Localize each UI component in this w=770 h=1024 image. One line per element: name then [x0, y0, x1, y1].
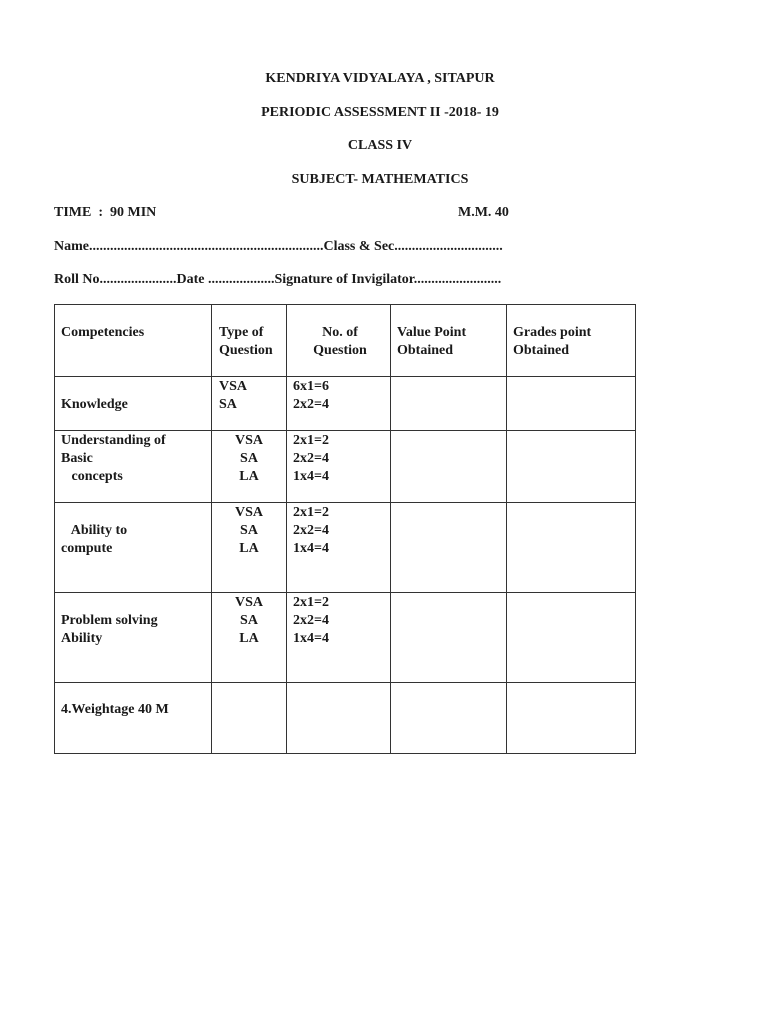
question-count-cell: 6x1=6 2x2=4	[293, 379, 329, 412]
subject-label: SUBJECT- MATHEMATICS	[291, 172, 469, 187]
grades-point-cell	[507, 683, 636, 754]
table-row	[55, 683, 636, 754]
time-label: TIME : 90 MIN	[54, 205, 157, 220]
table-header-row	[55, 305, 636, 377]
competency-cell: Problem solving Ability	[61, 613, 158, 646]
grades-point-cell	[507, 503, 636, 593]
question-type-cell: VSA SA LA	[234, 505, 263, 556]
grades-point-cell	[507, 377, 636, 431]
competency-cell: Understanding of Basic concepts	[61, 433, 166, 484]
header-no-of-question: No. of Question	[313, 325, 367, 358]
max-marks-label: M.M. 40	[458, 205, 509, 220]
value-point-cell	[391, 377, 507, 431]
header-type-of-question: Type of Question	[219, 325, 273, 358]
school-name: KENDRIYA VIDYALAYA , SITAPUR	[265, 71, 495, 86]
header-value-point: Value Point Obtained	[397, 325, 467, 358]
exam-title: PERIODIC ASSESSMENT II -2018- 19	[261, 105, 499, 120]
question-count-cell	[287, 683, 391, 754]
question-count-cell: 2x1=2 2x2=4 1x4=4	[293, 595, 329, 646]
question-type-cell: VSA SA LA	[234, 433, 263, 484]
grades-point-cell	[507, 593, 636, 683]
question-type-cell: VSA SA LA	[234, 595, 263, 646]
weightage-cell: 4.Weightage 40 M	[61, 702, 169, 717]
value-point-cell	[391, 431, 507, 503]
table-row	[55, 503, 636, 593]
table-row	[55, 377, 636, 431]
value-point-cell	[391, 503, 507, 593]
question-count-cell: 2x1=2 2x2=4 1x4=4	[293, 505, 329, 556]
question-count-cell: 2x1=2 2x2=4 1x4=4	[293, 433, 329, 484]
question-type-cell	[212, 683, 287, 754]
competency-cell: Knowledge	[61, 397, 128, 412]
class-label: CLASS IV	[347, 138, 413, 153]
competency-cell: Ability to compute	[61, 523, 128, 556]
header-competencies: Competencies	[61, 325, 145, 340]
roll-date-signature-line: Roll No......................Date ...................Signature of Invigilator.........................	[54, 272, 502, 287]
assessment-table	[54, 304, 636, 754]
table-row	[55, 593, 636, 683]
grades-point-cell	[507, 431, 636, 503]
value-point-cell	[391, 593, 507, 683]
name-class-line: Name...................................................................Class & Sec...............................	[54, 239, 503, 254]
header-grades-point: Grades point Obtained	[513, 325, 592, 358]
value-point-cell	[391, 683, 507, 754]
question-type-cell: VSA SA	[219, 379, 248, 412]
table-row	[55, 431, 636, 503]
